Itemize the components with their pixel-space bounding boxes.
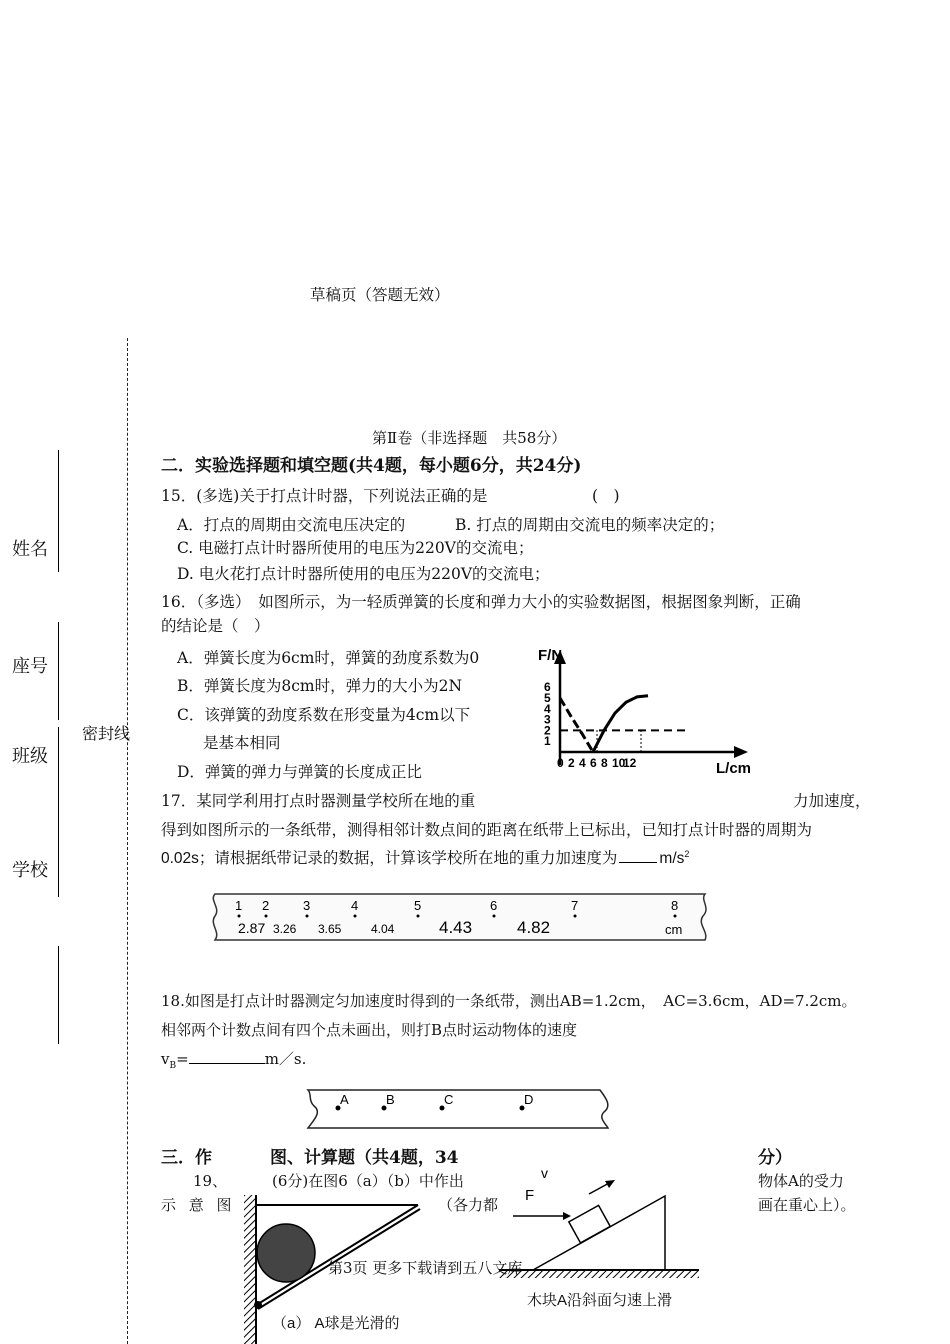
q16-option-b: B．弹簧长度为8cm时，弹力的大小为2N: [177, 677, 463, 695]
q16-line2: 的结论是（ ）: [161, 617, 270, 635]
q15-stem: 15．(多选)关于打点计时器，下列说法正确的是: [161, 487, 488, 505]
tape-distance: 3.65: [318, 922, 342, 936]
class-label: 班级: [12, 746, 48, 767]
q16-option-d: D．弹簧的弹力与弹簧的长度成正比: [177, 763, 422, 781]
q15-option-d: D. 电火花打点计时器所使用的电压为220V的交流电；: [177, 565, 550, 583]
chart-y-tick: 2: [544, 723, 551, 738]
figure-a-caption: （a） A球是光滑的: [272, 1315, 400, 1332]
q16-option-a: A．弹簧长度为6cm时，弹簧的劲度系数为0: [177, 649, 480, 667]
q17-line3: [161, 846, 689, 868]
q18-tape-label: B: [386, 1092, 395, 1107]
seat-field-line: [58, 622, 59, 720]
chart-xlabel: L/cm: [716, 760, 752, 777]
ball-a: [257, 1224, 315, 1282]
q18-answer-line: [161, 1048, 306, 1071]
chart-series-stretch: [593, 696, 648, 752]
q18-line2: 相邻两个计数点间有四个点未画出，则打B点时运动物体的速度: [161, 1021, 578, 1039]
force-arrowhead: [563, 1212, 571, 1220]
chart-y-tick: 6: [544, 680, 551, 695]
chart-x-tick: 2: [568, 756, 575, 770]
figure-b-caption: 木块A沿斜面匀速上滑: [527, 1292, 673, 1309]
velocity-label: v: [541, 1165, 548, 1181]
q18-v-sub: B: [169, 1061, 177, 1071]
draft-page-note: 草稿页（答题无效）: [310, 286, 450, 304]
name-field-line: [58, 450, 59, 572]
section3-title-part1: 三．作: [161, 1148, 212, 1168]
section2-title: 二．实验选择题和填空题(共4题，每小题6分，共24分): [161, 456, 582, 476]
chart-x-tick: 4: [579, 756, 586, 770]
q18-v: v: [161, 1050, 170, 1068]
q17-line1b: 力加速度，: [793, 792, 871, 810]
q18-paper-tape: [300, 1084, 620, 1134]
tape-distance: 4.43: [439, 918, 473, 937]
q19-text5: 画在重心上）。: [758, 1196, 856, 1214]
q15-option-a: A．打点的周期由交流电压决定的: [177, 516, 406, 534]
q19-figure-b: [495, 1162, 705, 1287]
tape-distance: 2.87: [238, 920, 266, 936]
chart-x-tick: 0: [557, 756, 564, 770]
q18-line1: 18.如图是打点计时器测定匀加速度时得到的一条纸带，测出AB=1.2cm， AC=3.6cm，AD=7.2cm。: [161, 992, 857, 1010]
chart-x-tick: 8: [601, 756, 608, 770]
q17-line3-text: 0.02s；请根据纸带记录的数据，计算该学校所在地的重力加速度为: [161, 850, 618, 867]
q19-text1: (6分)在图6（a）（b）中作出: [272, 1172, 464, 1190]
block-a: [569, 1205, 610, 1242]
class-school-line: [58, 727, 59, 897]
q19-text2: 物体A的受力: [758, 1172, 844, 1190]
tape-point-label: 4: [351, 898, 359, 913]
seal-dashed-line: [127, 338, 128, 1344]
seal-line-label: 密封线: [82, 724, 131, 743]
tape-point-label: 1: [235, 898, 243, 913]
tape-point-label: 8: [671, 898, 679, 913]
q15-option-b: B. 打点的周期由交流电的频率决定的；: [455, 516, 725, 534]
q16-line1: 16．（多选） 如图所示，为一轻质弹簧的长度和弹力大小的实验数据图，根据图象判断，正确: [161, 593, 801, 611]
tape-distance: 3.26: [273, 922, 297, 936]
chart-y-tick: 1: [544, 734, 551, 749]
seat-label: 座号: [12, 656, 48, 677]
chart-x-tick: 12: [623, 756, 637, 770]
q16-option-c2: 是基本相同: [203, 734, 281, 752]
tape-dot: [354, 915, 357, 918]
tape-dot: [417, 915, 420, 918]
section3-title-part3: 分）: [758, 1148, 792, 1168]
q18-tape-label: C: [444, 1092, 454, 1107]
q19-text3: 示 意 图: [161, 1196, 236, 1214]
q17-answer-blank[interactable]: [619, 848, 657, 863]
q17-line2: 得到如图所示的一条纸带，测得相邻计数点间的距离在纸带上已标出，已知打点计时器的周期为: [161, 821, 813, 839]
chart-series-compress: [560, 698, 593, 752]
ground-hatch: [499, 1270, 699, 1278]
tape-distance: 4.04: [371, 922, 395, 936]
tape-point-label: 5: [414, 898, 422, 913]
q16-option-c1: C．该弹簧的劲度系数在形变量为4cm以下: [177, 706, 471, 724]
tape-dot: [265, 915, 268, 918]
q18-tape-label: A: [340, 1092, 349, 1107]
tape-point-label: 7: [571, 898, 579, 913]
q17-unit: m/s: [659, 850, 685, 867]
volume-title: 第Ⅱ卷（非选择题 共58分）: [372, 429, 567, 447]
tape-unit: cm: [665, 922, 683, 937]
chart-y-tick: 5: [544, 691, 551, 705]
lower-field-line: [58, 946, 59, 1044]
q18-tape-outline: [308, 1090, 608, 1128]
chart-ylabel: F/N: [538, 647, 563, 664]
q18-tape-label: D: [524, 1092, 534, 1107]
tape-distance: 4.82: [517, 918, 551, 937]
hinge-point: [254, 1301, 262, 1309]
chart-y-tick: 3: [544, 712, 551, 727]
chart-x-tick: 10: [612, 756, 626, 770]
q17-paper-tape: [205, 888, 715, 946]
chart-x-arrow: [734, 746, 748, 758]
q19-number: 19、: [193, 1172, 228, 1190]
q18-unit: m／s.: [264, 1050, 307, 1068]
section3-title-part2: 图、计算题（共4题，34: [270, 1148, 459, 1168]
q15-option-c: C. 电磁打点计时器所使用的电压为220V的交流电；: [177, 539, 534, 557]
name-label: 姓名: [12, 539, 48, 560]
q15-bracket: ( ): [592, 487, 620, 505]
tape-dot: [574, 915, 577, 918]
tape-dot: [238, 915, 241, 918]
q19-text4: （各力都: [438, 1196, 499, 1214]
school-label: 学校: [12, 860, 48, 881]
q17-unit-sup: 2: [684, 848, 690, 859]
spring-force-chart: [530, 640, 780, 780]
tape-dot: [306, 915, 309, 918]
page-footer: 第3页 更多下载请到五八文库: [328, 1259, 523, 1277]
tape-dot: [674, 915, 677, 918]
q18-eq: =: [176, 1050, 189, 1068]
q18-answer-blank[interactable]: [189, 1049, 265, 1064]
force-label: F: [525, 1187, 535, 1204]
wall-hatch: [244, 1195, 256, 1344]
tape-point-label: 6: [490, 898, 498, 913]
tape-point-label: 2: [262, 898, 270, 913]
chart-y-tick: 4: [544, 701, 551, 716]
chart-x-tick: 6: [590, 756, 597, 770]
q17-line1a: 17．某同学利用打点时器测量学校所在地的重: [161, 792, 476, 810]
tape-point-label: 3: [303, 898, 311, 913]
tape-dot: [493, 915, 496, 918]
